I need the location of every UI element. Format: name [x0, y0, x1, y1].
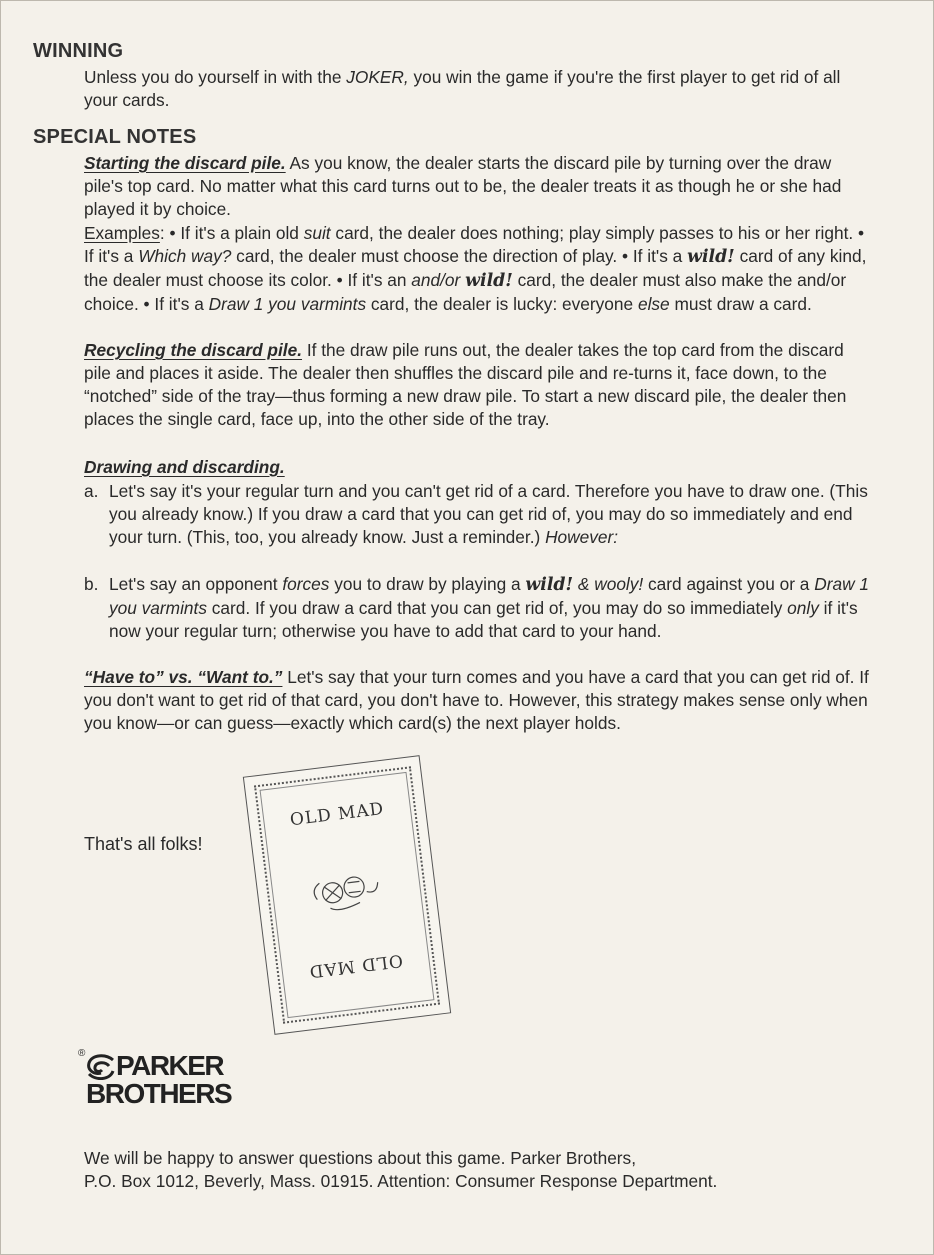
contact-line-2: P.O. Box 1012, Beverly, Mass. 01915. Attention: Consumer Response Department. — [84, 1171, 718, 1191]
old-maid-card-illustration — [243, 755, 451, 1035]
card-bottom-label: OLD MAD — [307, 949, 404, 982]
swirl-logo-icon — [86, 1054, 116, 1080]
have-to-paragraph: “Have to” vs. “Want to.” Let's say that your turn comes and you have a card that you can get rid of. If you don't want to get rid of that card, you don't have to. However, this strategy makes sense only when you know—or can guess—exactly which card(s) the next player holds. — [84, 667, 869, 733]
item-a-marker: a. — [84, 481, 99, 501]
logo-line-parker: PARKER — [116, 1050, 224, 1081]
starting-subheading: Starting the discard pile. — [84, 153, 286, 173]
item-b-text: Let's say an opponent forces you to draw by playing a wild! & wooly! card against you or a Draw 1 you varmints card. If you draw a card that you can get rid of, you may do so immediately only if it's now your regular turn; otherwise you have to add that card to your hand. — [109, 574, 869, 641]
have-to-subheading: “Have to” vs. “Want to.” — [84, 667, 283, 687]
logo-line-brothers: BROTHERS — [86, 1078, 232, 1109]
maid-faces-icon — [304, 861, 389, 920]
item-a-text: Let's say it's your regular turn and you can't get rid of a card. Therefore you have to draw one. (This you already know.) If you draw a card that you can get rid of, you may do so immediately and end your turn. (This, too, you already know. Just a reminder.) However: — [109, 481, 868, 547]
drawing-subheading-line — [84, 456, 874, 479]
contact-line-1: We will be happy to answer questions about this game. Parker Brothers, — [84, 1148, 637, 1168]
examples-label: Examples — [84, 223, 160, 243]
special-notes-heading: SPECIAL NOTES — [33, 126, 197, 148]
wild-logotype: wild! — [465, 271, 513, 291]
drawing-subheading: Drawing and discarding. — [84, 457, 285, 477]
starting-paragraph: Starting the discard pile. As you know, the dealer starts the discard pile by turning over the draw pile's top card. No matter what this card turns out to be, the dealer treats it as though he or she had played it by choice. — [84, 153, 842, 219]
examples-paragraph: Examples: • If it's a plain old suit card, the dealer does nothing; play simply passes to his or her right. • If it's a Which way? card, the dealer must choose the direction of play. • If it's a wild! card of any kind, the dealer must choose its color. • If it's an and/or wild! card, the dealer must also make the and/or choice. • If it's a Draw 1 you varmints card, the dealer is lucky: everyone else must draw a card. — [84, 223, 867, 314]
joker-term: JOKER, — [346, 67, 409, 87]
item-b-marker: b. — [84, 574, 99, 594]
recycling-paragraph: Recycling the discard pile. If the draw pile runs out, the dealer takes the top card from the discard pile and places it aside. The dealer then shuffles the discard pile and re-turns it, face down, to the “notched” side of the tray—thus forming a new draw pile. To start a new discard pile, the dealer then places the single card, face up, into the other side of the tray. — [84, 340, 847, 429]
wild-logotype: wild! — [525, 575, 574, 595]
winning-paragraph: Unless you do yourself in with the JOKER, you win the game if you're the first player to get rid of all your cards. — [84, 67, 841, 110]
wild-logotype: wild! — [687, 247, 735, 267]
card-top-label: OLD MAD — [288, 798, 386, 831]
recycling-subheading: Recycling the discard pile. — [84, 340, 303, 360]
winning-heading: WINNING — [33, 40, 124, 62]
closing-text: That's all folks! — [84, 834, 203, 854]
registered-mark: ® — [78, 1048, 86, 1059]
